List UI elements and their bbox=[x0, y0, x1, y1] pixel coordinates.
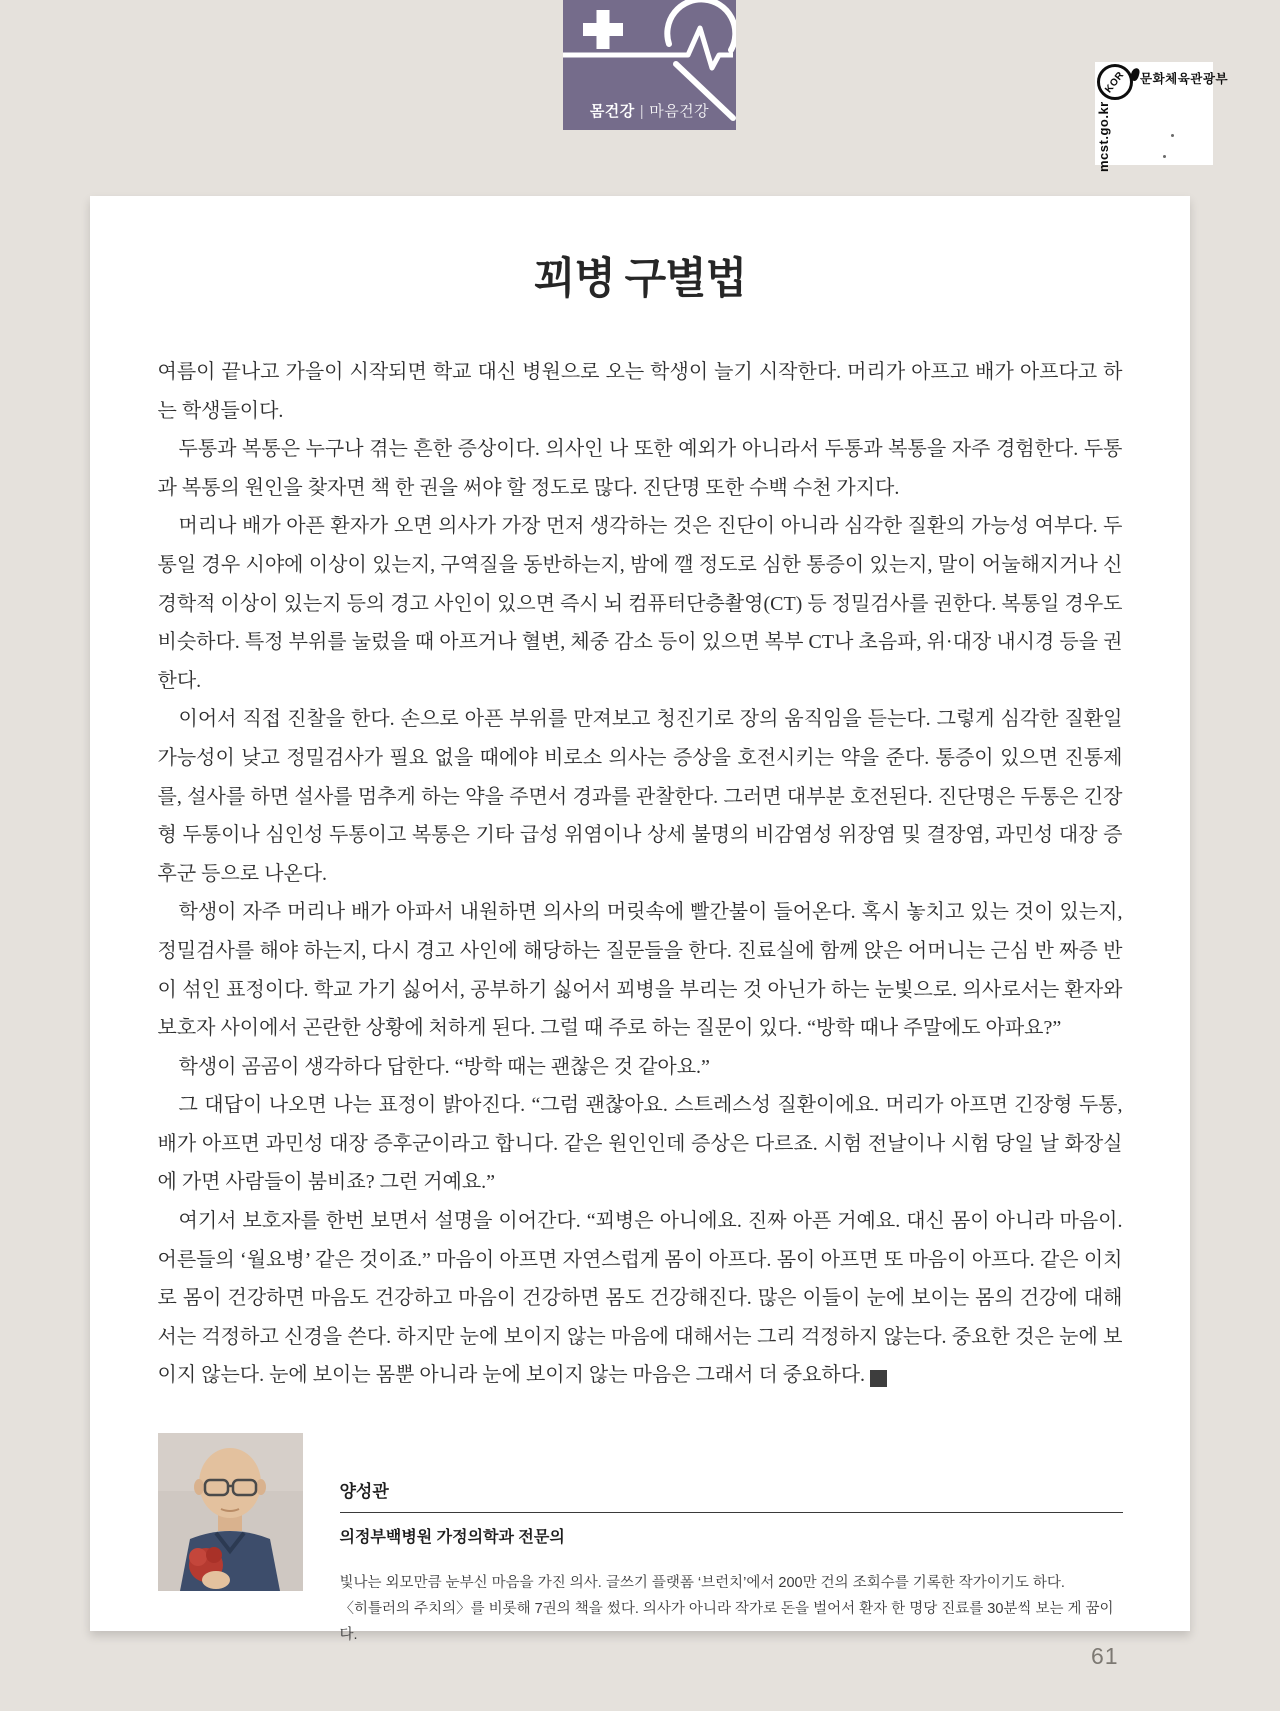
article-paragraph: 두통과 복통은 누구나 겪는 흔한 증상이다. 의사인 나 또한 예외가 아니라서 두통과 복통을 자주 경험한다. 두통과 복통의 원인을 찾자면 책 한 권을 써야 할 정도로 많다. 진단명 또한 수백 수천 가지다. bbox=[157, 438, 1123, 499]
header-category-badge bbox=[563, 0, 736, 130]
author-bio bbox=[340, 1570, 1123, 1648]
article-end-mark: K bbox=[870, 1370, 887, 1387]
article-paragraph bbox=[158, 1202, 1123, 1395]
article-paragraph: 머리나 배가 아픈 환자가 오면 의사가 가장 먼저 생각하는 것은 진단이 아니라 심각한 질환의 가능성 여부다. 두통일 경우 시야에 이상이 있는지, 구역질을 동반하는지, 밤에 깰 정도로 심한 통증이 있는지, 말이 어눌해지거나 신경학적 이상이 있는지 등의 경고 사인이 있으면 즉시 뇌 컴퓨터단층촬영(CT) 등 정밀검사를 권한다. 복통일 경우도 비슷하다. 특정 부위를 눌렀을 때 아프거나 혈변, 체중 감소 등이 있으면 복부 CT나 초음파, 위·대장 내시경 등을 권한다. bbox=[157, 515, 1123, 692]
article-paragraph: 그 대답이 나오면 나는 표정이 밝아진다. “그럼 괜찮아요. 스트레스성 질환이에요. 머리가 아프면 긴장형 두통, 배가 아프면 과민성 대장 증후군이라고 합니다. 같은 원인인데 증상은 다르죠. 시험 전날이나 시험 당일 날 화장실에 가면 사람들이 붐비죠? 그런 거예요.” bbox=[157, 1094, 1123, 1194]
author-photo bbox=[158, 1433, 303, 1591]
author-affiliation: 의정부백병원 가정의학과 전문의 bbox=[339, 1529, 565, 1547]
article-paragraph-text: 여기서 보호자를 한번 보면서 설명을 이어간다. “꾀병은 아니에요. 진짜 아픈 거예요. 대신 몸이 아니라 마음이. 어른들의 ‘월요병’ 같은 것이죠.” 마음이 아프면 자연스럽게 몸이 아프다. 몸이 아프면 또 마음이 아프다. 같은 이치로 몸이 건강하면 마음도 건강하고 마음이 건강하면 몸도 건강해진다. 많은 이들이 눈에 보이는 몸의 건강에 대해서는 걱정하고 신경을 쓴다. 하지만 눈에 보이지 않는 마음에 대해서는 그리 걱정하지 않는다. 중요한 것은 눈에 보이지 않는다. 눈에 보이는 몸뿐 아니라 눈에 보이지 않는 마음은 그래서 더 중요하다. bbox=[157, 1210, 1123, 1387]
author-bio-line: 빛나는 외모만큼 눈부신 마음을 가진 의사. 글쓰기 플랫폼 ‘브런치’에서 200만 건의 조회수를 기록한 작가이기도 하다. bbox=[339, 1575, 1065, 1592]
author-info bbox=[340, 1433, 1123, 1648]
author-name: 양성관 bbox=[340, 1477, 1123, 1513]
author-portrait-illustration bbox=[158, 1433, 303, 1591]
ministry-logo-mark-icon bbox=[1130, 67, 1141, 82]
article-body bbox=[158, 353, 1123, 1395]
ministry-name: 문화체육관광부 bbox=[1140, 72, 1229, 86]
kor-stamp-text: KOR bbox=[1103, 69, 1127, 95]
medical-cross-icon bbox=[583, 10, 623, 49]
stamp-speck bbox=[1171, 134, 1174, 137]
ministry-stamp bbox=[1095, 62, 1229, 172]
author-bio-line: 〈히틀러의 주치의〉를 비롯해 7권의 책을 썼다. 의사가 아니라 작가로 돈을 벌어서 환자 한 명당 진료를 30분씩 보는 게 꿈이다. bbox=[339, 1601, 1114, 1644]
badge-label-body: 몸건강 bbox=[589, 103, 635, 120]
badge-label bbox=[563, 100, 736, 121]
article-paragraph: 여름이 끝나고 가을이 시작되면 학교 대신 병원으로 오는 학생이 늘기 시작한다. 머리가 아프고 배가 아프다고 하는 학생들이다. bbox=[157, 361, 1123, 422]
stamp-speck bbox=[1163, 155, 1166, 158]
page-number: 61 bbox=[1091, 1643, 1119, 1669]
badge-label-separator: | bbox=[639, 103, 645, 120]
article-title: 꾀병 구별법 bbox=[533, 256, 747, 303]
author-section bbox=[158, 1433, 1123, 1648]
ministry-url: mcst.go.kr bbox=[1096, 101, 1111, 172]
article-paragraph: 학생이 곰곰이 생각하다 답한다. “방학 때는 괜찮은 것 같아요.” bbox=[178, 1055, 710, 1078]
article-paragraph: 이어서 직접 진찰을 한다. 손으로 아픈 부위를 만져보고 청진기로 장의 움직임을 듣는다. 그렇게 심각한 질환일 가능성이 낮고 정밀검사가 필요 없을 때에야 비로소 의사는 증상을 호전시키는 약을 준다. 통증이 있으면 진통제를, 설사를 하면 설사를 멈추게 하는 약을 주면서 경과를 관찰한다. 그러면 대부분 호전된다. 진단명은 두통은 긴장형 두통이나 심인성 두통이고 복통은 기타 급성 위염이나 상세 불명의 비감염성 위장염 및 결장염, 과민성 대장 증후군 등으로 나온다. bbox=[157, 708, 1123, 885]
kor-stamp-icon bbox=[1097, 64, 1133, 100]
article-paragraph: 학생이 자주 머리나 배가 아파서 내원하면 의사의 머릿속에 빨간불이 들어온다. 혹시 놓치고 있는 것이 있는지, 정밀검사를 해야 하는지, 다시 경고 사인에 해당하는 질문들을 한다. 진료실에 함께 앉은 어머니는 근심 반 짜증 반이 섞인 표정이다. 학교 가기 싫어서, 공부하기 싫어서 꾀병을 부리는 것 아닌가 하는 눈빛으로. 의사로서는 환자와 보호자 사이에서 곤란한 상황에 처하게 된다. 그럴 때 주로 하는 질문이 있다. “방학 때나 주말에도 아파요?” bbox=[157, 901, 1123, 1040]
badge-label-mind: 마음건강 bbox=[649, 103, 710, 120]
article-page-card bbox=[90, 196, 1190, 1644]
